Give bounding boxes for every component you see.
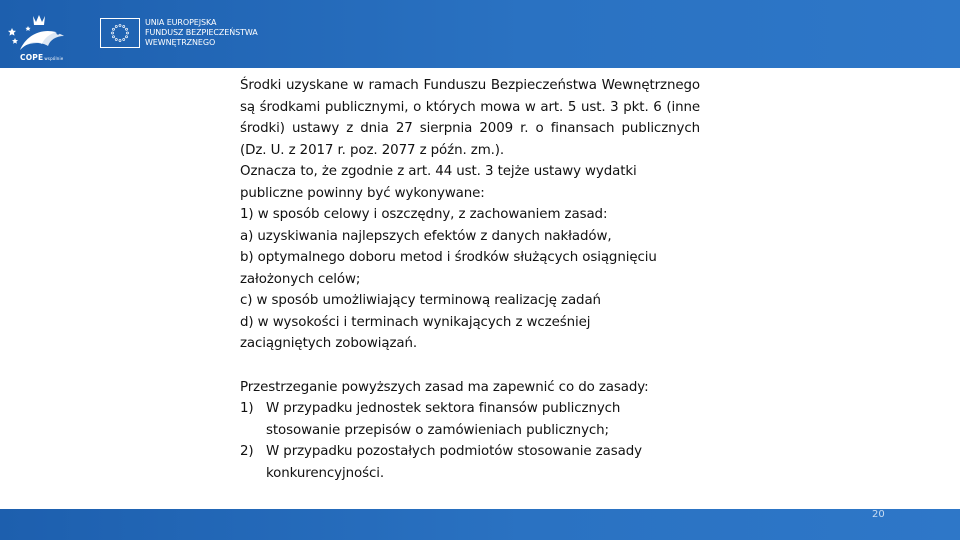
eu-fund-label [145,18,258,48]
text-line: zaciągniętych zobowiązań. [240,336,418,351]
text-line: publiczne powinny być wykonywane: [240,185,485,201]
list-item [240,441,700,463]
text-line: d) w wysokości i terminach wynikających z wcześniej [240,314,591,330]
eu-line-1: UNIA EUROPEJSKA [145,18,217,27]
cope-logo-text: COPEwspólnie [20,53,64,62]
footer-bar [0,509,960,540]
slide-content [240,75,700,484]
eu-flag-icon [100,18,140,48]
eu-line-2: FUNDUSZ BEZPIECZEŃSTWA [145,28,258,37]
list-item-continuation [240,420,700,442]
text-line: c) w sposób umożliwiający terminową realizację zadań [240,293,601,308]
text-line: Oznacza to, że zgodnie z art. 44 ust. 3 tejże ustawy wydatki [240,164,637,179]
header-bar [0,0,960,68]
list-item-continuation [240,463,700,485]
intro-paragraph: Środki uzyskane w ramach Funduszu Bezpieczeństwa Wewnętrznego są środkami publicznymi, o których mowa w art. 5 ust. 3 pkt. 6 (inne środki) ustawy z dnia 27 sierpnia 2009 r. o finansach publicznych (Dz. U. z 2017 r. poz. 2077 z późn. zm.). [240,78,700,158]
text-line: założonych celów; [240,271,361,287]
list-item-line: konkurencyjności. [266,465,385,481]
list-item [240,398,700,420]
text-line: a) uzyskiwania najlepszych efektów z danych nakładów, [240,228,612,244]
eu-line-3: WEWNĘTRZNEGO [145,38,216,47]
list-number: 1) [240,401,254,416]
text-line: 1) w sposób celowy i oszczędny, z zachowaniem zasad: [240,207,608,222]
second-intro: Przestrzeganie powyższych zasad ma zapewnić co do zasady: [240,379,649,395]
list-item-line: W przypadku pozostałych podmiotów stosowanie zasady [266,444,642,459]
list-number: 2) [240,444,254,459]
list-item-line: stosowanie przepisów o zamówieniach publicznych; [266,422,609,438]
page-number: 20 [872,509,885,520]
list-item-line: W przypadku jednostek sektora finansów publicznych [266,401,621,416]
text-line: b) optymalnego doboru metod i środków służących osiągnięciu [240,250,657,265]
